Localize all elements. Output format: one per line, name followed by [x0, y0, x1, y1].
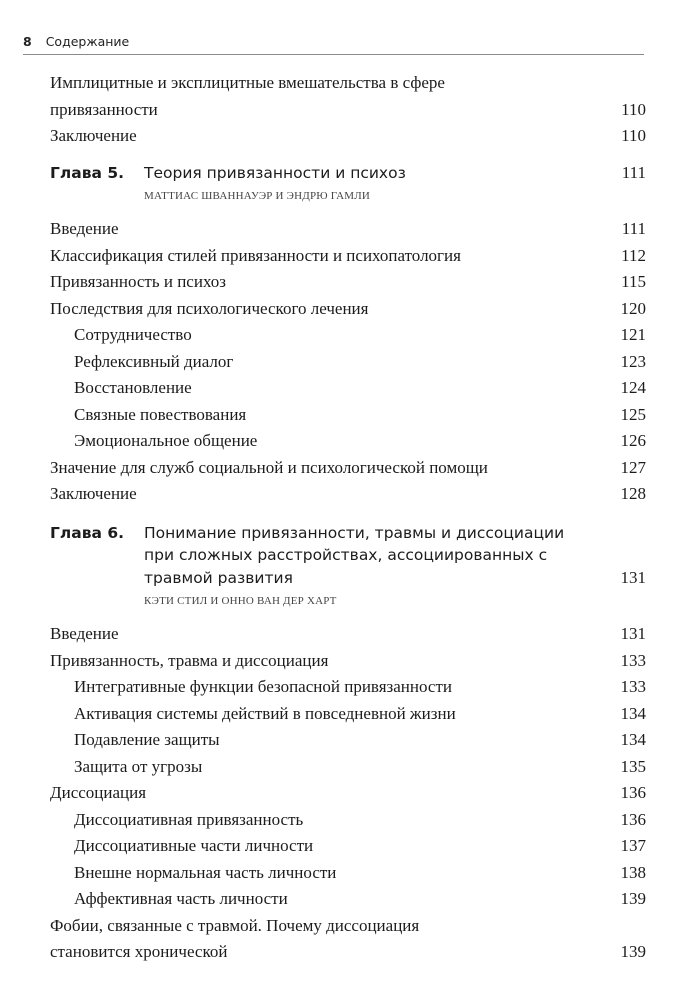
toc-entry-title: Введение: [50, 219, 119, 238]
section-title: Содержание: [45, 34, 130, 49]
toc-entry-title: Аффективная часть личности: [74, 889, 288, 908]
toc-entry-title: Внешне нормальная часть личности: [74, 862, 337, 882]
toc-entry-page: 134: [620, 703, 646, 723]
toc-entry-title: Эмоциональное общение: [74, 431, 258, 450]
chapter-heading: [50, 522, 646, 590]
toc-entry-title: Последствия для психологического лечения: [50, 298, 369, 318]
toc-entry-page: 133: [620, 650, 646, 670]
toc-entry-page: 139: [620, 942, 646, 961]
toc-entry: [50, 780, 646, 807]
toc-entry-page: 125: [620, 404, 646, 424]
toc-entry-page: 110: [621, 99, 646, 119]
chapter-number: Глава 6.: [50, 523, 125, 542]
toc-entry: [50, 123, 646, 150]
toc-entry-page: 123: [620, 351, 646, 371]
toc-entry-page: 135: [620, 756, 646, 776]
toc-subentry: [50, 860, 646, 887]
toc-entry: [50, 243, 646, 270]
chapter-heading: [50, 162, 646, 185]
toc-subentry: [50, 833, 646, 860]
toc-subentry: [50, 402, 646, 429]
toc-entry-page: 115: [621, 272, 646, 291]
chapter-page: 111: [621, 162, 646, 182]
toc-subentry: [50, 886, 646, 913]
toc-entry-page: 137: [620, 836, 646, 855]
table-of-contents: [50, 70, 646, 966]
toc-entry-page: 139: [620, 889, 646, 908]
toc-entry-title: Введение: [50, 624, 119, 643]
toc-entry-page: 124: [620, 378, 646, 397]
toc-entry-page: 121: [620, 325, 646, 344]
toc-entry-page: 111: [621, 219, 646, 238]
toc-entry-page: 136: [620, 809, 646, 829]
toc-entry-page: 131: [620, 624, 646, 643]
toc-entry-title: Сотрудничество: [74, 325, 192, 344]
toc-subentry: [50, 322, 646, 349]
toc-subentry: [50, 727, 646, 754]
toc-entry-title: Фобии, связанные с травмой. Почему диссоциация становится хронической: [50, 915, 420, 961]
chapter-number: Глава 5.: [50, 163, 125, 182]
toc-entry-title: Заключение: [50, 484, 137, 503]
toc-entry-page: 128: [620, 484, 646, 503]
toc-entry-title: Привязанность и психоз: [50, 272, 227, 291]
toc-entry-title: Имплицитные и эксплицитные вмешательства в сфере привязанности: [50, 73, 445, 119]
toc-subentry: [50, 754, 646, 781]
toc-entry: [50, 481, 646, 508]
toc-entry-title: Рефлексивный диалог: [74, 351, 234, 371]
toc-entry-title: Диссоциация: [50, 783, 147, 802]
toc-entry: [50, 913, 646, 966]
toc-entry: [50, 216, 646, 243]
toc-entry-title: Заключение: [50, 126, 137, 145]
toc-entry: [50, 621, 646, 648]
toc-entry-title: Связные повествования: [74, 404, 247, 424]
toc-subentry: [50, 375, 646, 402]
toc-subentry: [50, 349, 646, 376]
chapter-authors: МАТТИАС ШВАННАУЭР И ЭНДРЮ ГАМЛИ: [144, 190, 371, 202]
toc-entry: [50, 455, 646, 482]
toc-entry-title: Восстановление: [74, 378, 192, 397]
toc-entry-title: Интегративные функции безопасной привязанности: [74, 677, 452, 696]
toc-entry-title: Диссоциативная привязанность: [74, 809, 304, 829]
toc-entry-page: 120: [620, 298, 646, 318]
running-header: [23, 34, 644, 55]
toc-entry: [50, 70, 646, 123]
chapter-authors: КЭТИ СТИЛ И ОННО ВАН ДЕР ХАРТ: [144, 595, 337, 607]
toc-entry-page: 136: [620, 783, 646, 802]
toc-entry-title: Классификация стилей привязанности и психопатология: [50, 245, 461, 265]
toc-entry-title: Активация системы действий в повседневной жизни: [74, 703, 456, 723]
toc-subentry: [50, 701, 646, 728]
toc-entry-page: 133: [620, 677, 646, 696]
chapter-title: Теория привязанности и психоз: [144, 163, 406, 182]
toc-entry-page: 110: [621, 126, 646, 145]
toc-entry: [50, 648, 646, 675]
toc-entry-page: 112: [621, 245, 646, 265]
page-number: 8: [23, 34, 32, 49]
toc-entry-title: Подавление защиты: [74, 730, 220, 749]
toc-entry-page: 126: [620, 431, 646, 450]
toc-entry: [50, 296, 646, 323]
toc-entry-title: Защита от угрозы: [74, 756, 203, 776]
toc-subentry: [50, 428, 646, 455]
toc-subentry: [50, 807, 646, 834]
toc-entry-page: 127: [620, 457, 646, 477]
toc-entry: [50, 269, 646, 296]
toc-entry-title: Диссоциативные части личности: [74, 836, 314, 855]
chapter-title: Понимание привязанности, травмы и диссоциации при сложных расстройствах, ассоциированных с травмой развития: [144, 523, 565, 587]
toc-entry-page: 138: [620, 862, 646, 882]
toc-entry-page: 134: [620, 730, 646, 749]
toc-subentry: [50, 674, 646, 701]
chapter-page: 131: [620, 567, 646, 587]
toc-entry-title: Привязанность, травма и диссоциация: [50, 650, 329, 670]
toc-entry-title: Значение для служб социальной и психологической помощи: [50, 457, 488, 477]
